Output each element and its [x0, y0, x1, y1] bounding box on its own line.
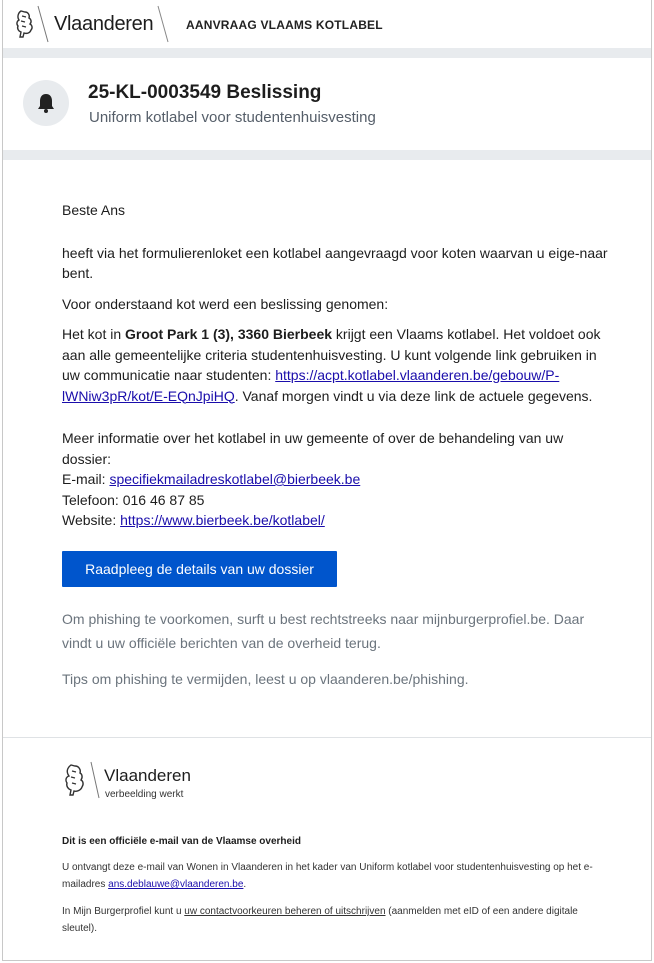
contact-preferences-link[interactable]: uw contactvoorkeuren beheren of uitschrijven [184, 906, 386, 917]
website-line: Website: https://www.bierbeek.be/kotlabel/ [62, 512, 325, 528]
separator-band [3, 150, 651, 160]
email-body [62, 200, 608, 701]
intro-text: heeft via het formulierenloket een kotlabel aangevraagd voor koten waarvan u eige-naar bent. [62, 244, 608, 281]
bell-icon [36, 92, 56, 114]
view-dossier-button[interactable]: Raadpleeg de details van uw dossier [62, 551, 337, 587]
flemish-lion-icon [62, 762, 88, 798]
notification-header [3, 58, 651, 150]
contact-email-link[interactable]: specifiekmailadreskotlabel@bierbeek.be [109, 471, 361, 487]
kot-address: Groot Park 1 (3), 3360 Bierbeek [125, 326, 333, 342]
case-subtitle: Uniform kotlabel voor studentenhuisvesting [89, 109, 376, 126]
official-notice: Dit is een officiële e-mail van de Vlaamse overheid [62, 836, 301, 847]
contact-info [62, 428, 608, 531]
bell-badge [23, 80, 69, 126]
recipient-email-link[interactable]: ans.deblauwe@vlaanderen.be [108, 879, 244, 890]
decision-intro: Voor onderstaand kot werd een beslissing genomen: [62, 295, 389, 312]
case-title: 25-KL-0003549 Beslissing [88, 82, 322, 103]
kot-link[interactable]: https://acpt.kotlabel.vlaanderen.be/gebouw/P-lWNiw3pR/kot/E-EQnJpiHQ [62, 367, 560, 404]
greeting: Beste Ans [62, 202, 126, 218]
profile-notice: In Mijn Burgerprofiel kunt u uw contactvoorkeuren beheren of uitschrijven (aanmelden met eID of een andere digitale sleutel). [62, 906, 578, 934]
flemish-lion-icon [13, 8, 37, 40]
phishing-tips: Tips om phishing te vermijden, leest u op vlaanderen.be/phishing. [62, 670, 469, 687]
footer-tagline: verbeelding werkt [105, 789, 184, 800]
more-info-text: Meer informatie over het kotlabel in uw gemeente of over de behandeling van uw dossier: [62, 430, 564, 467]
phone-line: Telefoon: 016 46 87 85 [62, 491, 205, 508]
email-frame [2, 0, 652, 961]
brand-name[interactable]: Vlaanderen [54, 13, 154, 35]
received-notice: U ontvangt deze e-mail van Wonen in Vlaanderen in het kader van Uniform kotlabel voor studentenhuisvesting op het e-mailadres ans.deblauwe@vlaanderen.be. [62, 862, 593, 890]
divider [155, 4, 171, 44]
footer-brand: Vlaanderen [104, 766, 191, 785]
email-line: E-mail: specifiekmailadreskotlabel@bierbeek.be [62, 471, 361, 487]
footer-divider [3, 737, 651, 738]
divider [36, 4, 50, 44]
decision-text: Het kot in Groot Park 1 (3), 3360 Bierbeek krijgt een Vlaams kotlabel. Het voldoet ook aan alle gemeentelijke criteria studentenhuisvesting. U kunt volgende link gebruiken in uw communicatie naar studenten: https://acpt.kotlabel.vlaanderen.be/gebouw/P-lWNiw3pR/kot/E-EQnJpiHQ. Vanaf morgen vindt u via deze link de actuele gegevens. [62, 326, 601, 404]
separator-band [3, 48, 651, 58]
page-title: AANVRAAG VLAAMS KOTLABEL [186, 18, 383, 32]
divider [89, 760, 101, 800]
website-link[interactable]: https://www.bierbeek.be/kotlabel/ [120, 512, 325, 528]
top-header [3, 0, 651, 48]
phishing-text: Om phishing te voorkomen, surft u best rechtstreeks naar mijnburgerprofiel.be. Daar vindt u uw officiële berichten van de overheid terug. [62, 610, 585, 651]
